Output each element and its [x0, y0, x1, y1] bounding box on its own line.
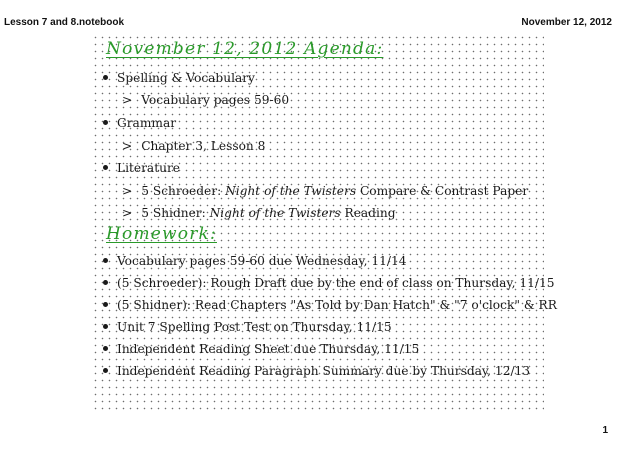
chevron-right-icon: > [122, 139, 133, 153]
bullet-icon [103, 258, 108, 263]
homework-item: Unit 7 Spelling Post Test on Thursday, 11/15 [103, 320, 392, 334]
bullet-icon [103, 75, 108, 80]
agenda-subitem: > 5 Shidner: Night of the Twisters Reading [122, 206, 396, 220]
agenda-item: Spelling & Vocabulary [103, 71, 255, 85]
homework-item: Vocabulary pages 59-60 due Wednesday, 11/14 [103, 254, 407, 268]
chevron-right-icon: > [122, 93, 133, 107]
agenda-subitem: > 5 Schroeder: Night of the Twisters Compare & Contrast Paper [122, 184, 529, 198]
bullet-icon [103, 346, 108, 351]
bullet-icon [103, 120, 108, 125]
agenda-item: Literature [103, 161, 180, 175]
homework-heading: Homework: [106, 224, 217, 244]
homework-item: (5 Schroeder): Rough Draft due by the end of class on Thursday, 11/15 [103, 276, 555, 290]
chevron-right-icon: > [122, 184, 133, 198]
agenda-subitem: > Chapter 3, Lesson 8 [122, 139, 266, 153]
bullet-icon [103, 368, 108, 373]
page-date: November 12, 2012 [521, 17, 612, 28]
agenda-heading: November 12, 2012 Agenda: [106, 39, 384, 59]
homework-item: Independent Reading Paragraph Summary due by Thursday, 12/13 [103, 364, 530, 378]
agenda-item: Grammar [103, 116, 176, 130]
bullet-icon [103, 324, 108, 329]
notebook-filename: Lesson 7 and 8.notebook [4, 17, 125, 28]
page-number: 1 [602, 425, 608, 436]
bullet-icon [103, 280, 108, 285]
bullet-icon [103, 165, 108, 170]
notebook-page [92, 34, 557, 414]
homework-item: Independent Reading Sheet due Thursday, 11/15 [103, 342, 419, 356]
agenda-subitem: > Vocabulary pages 59-60 [122, 93, 290, 107]
bullet-icon [103, 302, 108, 307]
homework-item: (5 Shidner): Read Chapters "As Told by Dan Hatch" & "7 o'clock" & RR [103, 298, 557, 312]
chevron-right-icon: > [122, 206, 133, 220]
